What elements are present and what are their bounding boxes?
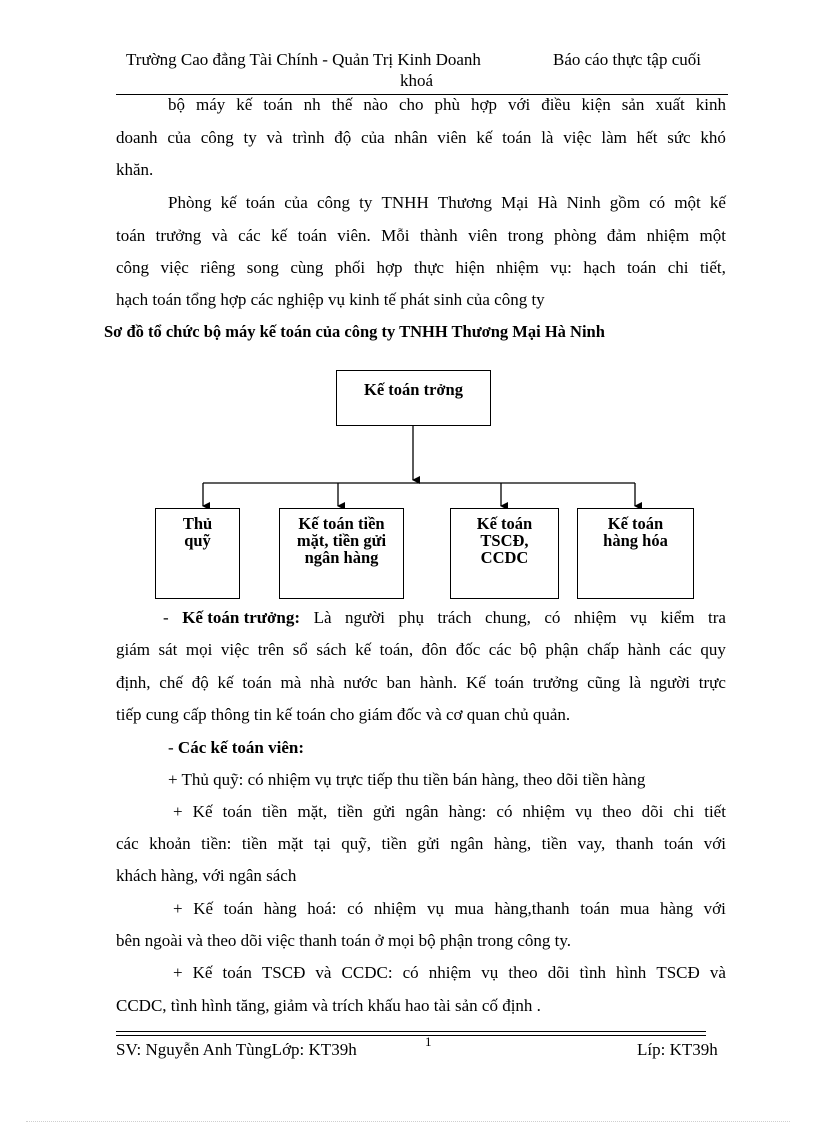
word: phụ [398,608,424,627]
word: tại [313,834,331,853]
word: một [674,193,701,212]
word: chung, [485,608,531,627]
box-tien-mat-line1: Kế toán tiền [298,514,385,533]
item-tien-mat-line3: khách hàng, với ngân sách [116,866,297,885]
word: mua [620,899,650,918]
word: nhiệm [428,963,472,982]
word: cho [398,95,424,114]
word: kế [220,193,237,212]
word: trên [257,640,285,659]
word: mặt [277,834,304,853]
word: công [200,128,234,147]
word: hàng [263,899,297,918]
word: trực [698,673,726,692]
box-tien-mat-line3: ngân hàng [304,548,379,567]
footer-class: Líp: KT39h [637,1040,718,1059]
word: bộ [168,95,185,114]
header-report-title: Báo cáo thực tập cuối [553,50,701,69]
word: toán [626,258,657,277]
word: kế [355,640,372,659]
word: xuất [655,95,685,114]
word: ban [386,673,412,692]
word: nh [303,95,321,114]
word: của [361,128,385,147]
word: với [703,899,726,918]
word: hàng [660,899,694,918]
para4-bold: Các kế toán viên: [177,738,304,757]
word: định, [116,673,151,692]
item-tscd-line1 [173,963,726,983]
word: Kế [192,963,213,982]
word: mọi [185,640,213,659]
word: hàng, [493,834,532,853]
footer-page-number: 1 [425,1034,432,1049]
word: và [709,963,726,982]
word: các [488,640,512,659]
word: Mại [501,193,529,212]
word: vụ [575,802,593,821]
word: mua [454,899,484,918]
word: các [116,834,139,853]
word: có [347,899,364,918]
word: + [173,899,183,918]
word: khó [700,128,726,147]
word: TSCĐ [261,963,306,982]
footer-divider-top [116,1031,706,1032]
word: tra [708,608,726,627]
box-tscd-line3: CCDC [480,548,529,567]
word: hàng: [448,802,487,821]
word: phù [434,95,460,114]
word: hàng,thanh [494,899,570,918]
para4-dash: - [168,738,174,757]
word: phòng [554,226,597,245]
word: nhà [310,673,335,692]
word: chế [159,673,183,692]
word: thực [414,258,444,277]
word: hiện [455,258,485,277]
word: gửi [417,834,440,853]
word: nhân [394,128,428,147]
word: Phòng [168,193,212,212]
word: + [173,802,183,821]
word: Hà [537,193,558,212]
word: giám [116,640,150,659]
item-hang-hoa-line1 [173,899,726,919]
word: vụ [481,963,499,982]
word: theo [508,963,538,982]
word: toán [116,226,146,245]
word: một [699,226,726,245]
box-tscd-line1: Kế toán [476,514,533,533]
word: của [167,128,191,147]
word: kế [476,128,493,147]
word: việc [563,128,592,147]
word: hành [627,640,661,659]
box-thu-quy [155,508,240,599]
word: vụ [629,608,647,627]
word: hoá: [307,899,337,918]
para2-line4: hạch toán tổng hợp các nghiệp vụ kinh tế phát sinh của công ty [116,290,545,309]
word: tiết, [699,258,726,277]
box-tscd-ccdc [450,508,559,599]
word: là [628,673,642,692]
word: trưởng [532,673,579,692]
item-tscd-line2: CCDC, tình hình tăng, giảm và trích khấu hao tài sản cố định . [116,996,541,1015]
word: làm [601,128,627,147]
box-hang-hoa [577,508,694,599]
word: các [238,226,261,245]
para3-line2 [116,640,726,660]
word: đốc [455,640,481,659]
word: thế [331,95,353,114]
word: đảm [606,226,637,245]
word: hết [636,128,658,147]
para3-line4: tiếp cung cấp thông tin kế toán cho giám đốc và cơ quan chủ quản. [116,705,571,724]
word: TSCĐ [656,963,700,982]
word: kiểm [660,608,695,627]
box-thu-quy-line1: Thủ [182,514,213,533]
word: toán [502,128,532,147]
box-thu-quy-line2: quỹ [184,531,211,550]
word: toán, [379,640,414,659]
word: cũng [587,673,621,692]
box-tien-mat-line2: mặt, tiền gửi [296,531,387,550]
item-tien-mat-line2 [116,834,726,854]
word: toán [580,899,610,918]
word: vụ [426,899,444,918]
word: theo [602,802,632,821]
para4-line [168,738,304,758]
word: phối [334,258,366,277]
word: của [284,193,308,212]
box-hang-hoa-line1: Kế toán [607,514,664,533]
word: khoản [149,834,191,853]
word: sức [667,128,691,147]
word: việc [160,258,189,277]
word: CCDC: [341,963,393,982]
word: toán [223,899,253,918]
word: ngân [450,834,484,853]
word: kinh [695,95,726,114]
footer-student: SV: Nguyễn Anh TùngLớp: KT39h [116,1040,357,1059]
word: chấp [586,640,620,659]
word: sách [316,640,347,659]
word: thanh [615,834,654,853]
header-school-name: Trường Cao đẳng Tài Chính - Quản Trị Kinh Doanh [126,50,481,69]
item-tien-mat-line1 [173,802,726,822]
word: vay, [577,834,606,853]
word: Thương [437,193,492,212]
word: là [541,128,554,147]
word: người [650,673,690,692]
word: điều [541,95,571,114]
word: có [496,802,513,821]
word: chi [667,258,689,277]
word: Ninh [566,193,601,212]
word: viên [437,128,467,147]
root-box-ke-toan-truong [336,370,491,426]
word: hợp [376,258,403,277]
word: trưởng [155,226,202,245]
word: bộ [519,640,537,659]
word: độ [191,673,209,692]
root-box-label: Kế toán trởng [364,380,463,399]
word: chi [673,802,695,821]
para3-line3 [116,673,726,693]
word: kế [217,673,234,692]
word: có [544,608,561,627]
word: cùng [290,258,324,277]
word: Kế [193,899,214,918]
word: sản [621,95,645,114]
word: đôn [421,640,448,659]
word: kế [709,193,726,212]
para1-line3: khăn. [116,160,154,179]
word: toán [494,673,524,692]
word: công [116,258,150,277]
box-tien-mat-tien-gui [279,508,404,599]
word: tiền [241,834,268,853]
word: vụ: [550,258,572,277]
diagram-title: Sơ đồ tổ chức bộ máy kế toán của công ty TNHH Thương Mại Hà Ninh [104,322,605,341]
word: + [173,963,183,982]
word: người [345,608,385,627]
footer-divider-bottom [116,1035,706,1036]
word: kiện [581,95,611,114]
word: song [246,258,279,277]
word: trách [437,608,472,627]
word: tiền [381,834,407,853]
item-thu-quy: + Thủ quỹ: có nhiệm vụ trực tiếp thu tiền bán hàng, theo dõi tiền hàng [168,770,646,789]
word: nào [363,95,388,114]
word: kế [271,226,288,245]
header-report-title-wrap: khoá [400,71,434,90]
word: quỹ, [341,834,371,853]
word: toán [663,834,694,853]
word: Là [313,608,332,627]
word: doanh [116,128,158,147]
word: hợp [470,95,497,114]
word: nhiệm [522,802,566,821]
word: độ [334,128,352,147]
word: các [669,640,692,659]
word: kế [236,95,253,114]
word: viên. [337,226,371,245]
word: dõi [547,963,570,982]
word: với [703,834,726,853]
word: nhiệm [373,899,417,918]
word: toán [245,193,276,212]
word: hình [616,963,647,982]
word: tình [579,963,606,982]
word: toán [222,802,252,821]
page-bottom-edge [26,1121,790,1122]
word: hành. [419,673,458,692]
word: mà [280,673,302,692]
word: và [211,226,228,245]
word: việc [220,640,250,659]
word: trong [507,226,544,245]
word: ty [243,128,257,147]
word: trình [292,128,325,147]
word: gửi [372,802,396,821]
word: TNHH [381,193,429,212]
word: mặt, [297,802,328,821]
word: toán [263,95,293,114]
item-hang-hoa-line2: bên ngoài và theo dõi việc thanh toán ở mọi bộ phận trong công ty. [116,931,571,950]
word: tiền [337,802,363,821]
word: Kế [465,673,486,692]
para3-lead-bold: Kế toán trưởng: [182,608,301,627]
word: nhiệm [646,226,690,245]
word: tiền [261,802,288,821]
word: tiền: [201,834,232,853]
word: và [315,963,332,982]
word: toán [242,673,272,692]
word: với [507,95,531,114]
word: dõi [641,802,664,821]
box-tscd-line2: TSCĐ, [480,531,529,550]
word: máy [196,95,226,114]
box-hang-hoa-line2: hàng hóa [603,531,668,550]
word: viên [468,226,498,245]
word: tiết [704,802,726,821]
word: gồm [609,193,640,212]
word: có [649,193,666,212]
word: nhiệm [573,608,617,627]
word: phận [545,640,579,659]
word: sổ [292,640,308,659]
word: nước [343,673,378,692]
word: toán [297,226,327,245]
word: riêng [200,258,236,277]
word: ngân [405,802,439,821]
word: và [266,128,283,147]
para3-line1 [163,608,726,628]
word: Kế [192,802,213,821]
word: sát [158,640,178,659]
word: toán [222,963,252,982]
word: tiền [541,834,568,853]
word: có [402,963,419,982]
word: nhiệm [496,258,539,277]
word: hạch [583,258,616,277]
para3-dash: - [163,608,169,627]
word: thành [419,226,458,245]
word: công [316,193,350,212]
word: Mỗi [381,226,410,245]
word: ty [359,193,373,212]
word: quy [700,640,726,659]
